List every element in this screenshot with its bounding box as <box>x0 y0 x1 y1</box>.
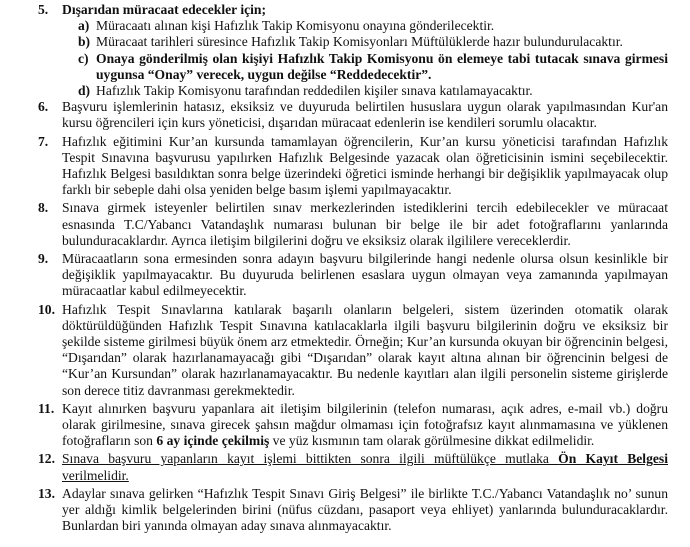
subitem-c <box>38 51 690 83</box>
item-text-part: verilmelidir. <box>62 467 129 483</box>
item-text: Müracaatların sona ermesinden sonra adayın başvuru bilgilerinde hangi nedenle olursa olsun kesinlikle bir değişiklik yapılmayacaktır. Bu duyuruda belirlenen esaslara uygun olmayan veya zamanında yapılmayan müracaatlar kabul edilmeyecektir. <box>62 251 668 299</box>
item-number: 11. <box>38 400 55 416</box>
subitem-label: a) <box>78 18 90 34</box>
item-text-bold: Ön Kayıt Belgesi <box>558 451 668 467</box>
item-number: 12. <box>38 451 55 467</box>
subitem-d <box>38 83 690 99</box>
item-number: 6. <box>38 99 49 115</box>
item-10 <box>0 302 690 399</box>
item-text: Adaylar sınava gelirken “Hafızlık Tespit Sınavı Giriş Belgesi” ile birlikte T.C./Yabancı Vatandaşlık no’ sunun yer aldığı kimlik belgelerinden birini (nüfus cüzdanı, pasaport veya ehliyet) yanlarında bulunduracaklardır. Bunlardan biri yanında olmayan aday sınava alınmayacaktır. <box>62 485 668 534</box>
subitem-label: b) <box>78 34 91 50</box>
item-number: 5. <box>38 2 49 17</box>
subitem-label: c) <box>78 50 89 66</box>
item-6 <box>0 99 690 131</box>
item-7 <box>0 134 690 199</box>
item-5 <box>0 2 690 18</box>
item-number: 7. <box>38 133 49 149</box>
subitem-text: Müracaatı alınan kişi Hafızlık Takip Komisyonu onayına gönderilecektir. <box>96 18 495 34</box>
subitem-b <box>38 34 690 50</box>
item-number: 8. <box>38 200 49 216</box>
item-8 <box>0 200 690 249</box>
item-text-part: Kayıt alınırken başvuru yapanlara ait iletişim bilgilerinin (telefon numarası, açık adres, e-mail vb.) doğru olarak girilmesine, sınava girecek şahsın mağdur olmaması için fotoğrafsız kayıt alınmamasına ve yüklenen fotoğrafların son <box>62 400 668 449</box>
subitem-a <box>38 18 690 34</box>
subitem-text: Onaya gönderilmiş olan kişiyi Hafızlık Takip Komisyonu ön elemeye tabi tutacak sınava girmesi uygunsa “Onay” verecek, uygun değilse “Reddedecektir”. <box>96 50 668 82</box>
subitem-label: d) <box>78 83 91 99</box>
item-text: Başvuru işlemlerinin hatasız, eksiksiz ve duyuruda belirtilen hususlara uygun olarak yapılmasından Kur'an kursu öğrencileri için kurs yöneticisi, dışarıdan müracaat edenlerin ise kendileri sorumlu olacaktır. <box>62 99 668 131</box>
item-11 <box>0 401 690 450</box>
item-text: Sınava girmek isteyenler belirtilen sınav merkezlerinden istediklerini tercih edebilecekler ve müracaat esnasında T.C/Yabancı Vatandaşlık numarası bulunan bir belge ile bir adet fotoğraflarını yanlarında bulunduracaklardır. Ayrıca iletişim bilgilerini doğru ve eksiksiz olarak ilgililere vereceklerdir. <box>62 200 668 248</box>
item-text-part: Sınava başvuru yapanların kayıt işlemi bittikten sonra ilgili müftülükçe mutlaka <box>62 451 559 467</box>
item-9 <box>0 251 690 300</box>
item-text: Hafızlık Tespit Sınavlarına katılarak başarılı olanların belgeleri, sistem üzerinden otomatik olarak döktürüldüğünden Hafızlık Tespit Sınavına katılacaklarla ilgili başvuru bilgilerinin doğru ve eksiksiz bir şekilde sisteme girilmesi büyük önem arz etmektedir. Örneğin; Kur’an kursunda okuyan bir öğrencinin belgesi, “Dışarıdan” olarak hazırlanamayacağı gibi “Dışarıdan” olarak kayıt altına alınan bir öğrencinin belgesi de “Kur’an Kursundan” olarak hazırlanamayacaktır. Bu nedenle kayıtları alan ilgili personelin sisteme girişlerde son derece titiz davranması gerekmektedir. <box>62 301 668 398</box>
item-13 <box>0 486 690 535</box>
item-number: 13. <box>38 485 55 501</box>
item-text <box>62 401 668 450</box>
item-number: 10. <box>38 301 55 317</box>
item-text <box>62 451 668 483</box>
item-number: 9. <box>38 251 49 267</box>
item-text-bold: 6 ay içinde çekilmiş <box>156 433 270 449</box>
item-title: Dışarıdan müracaat edecekler için; <box>62 2 266 17</box>
item-text-part: ve yüz kısmının tam olarak görülmesine dikkat edilmelidir. <box>269 433 595 449</box>
subitem-text: Müracaat tarihleri süresince Hafızlık Takip Komisyonları Müftülüklerde hazır bulundurulacaktır. <box>96 34 623 50</box>
subitem-text: Hafızlık Takip Komisyonu tarafından reddedilen kişiler sınava katılamayacaktır. <box>96 83 533 99</box>
item-text: Hafızlık eğitimini Kur’an kursunda tamamlayan öğrencilerin, Kur’an kursu yöneticisi tarafından Hafızlık Tespit Sınavına başvurusu yapılırken Hafızlık Belgesinde yazacak olan öğreticisinin ismini seçebilecektir. Hafızlık Belgesi basıldıktan sonra belge üzerindeki öğretici isminde herhangi bir değişiklik yapılmayacak olup farklı bir sebeple dahi olsa yeniden belge basım işlemi yapılmayacaktır. <box>62 133 668 198</box>
item-12 <box>0 451 690 483</box>
